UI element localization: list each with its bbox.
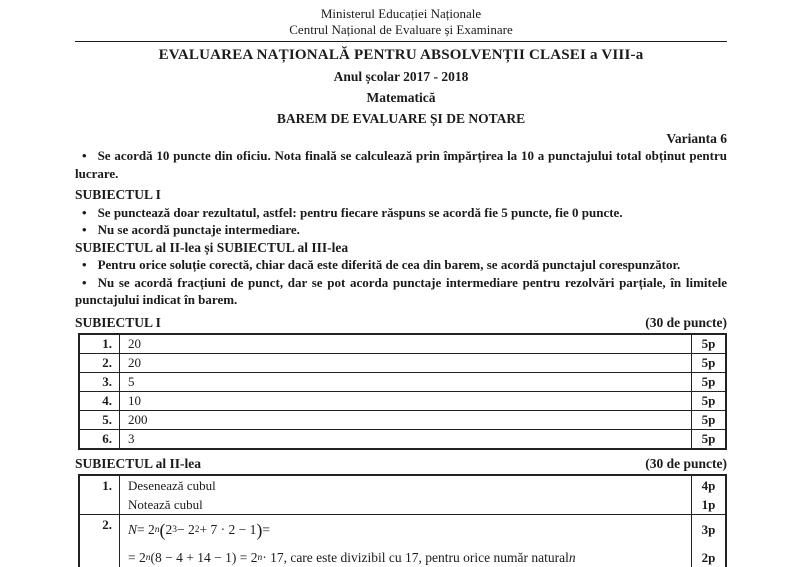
subject2-header — [75, 455, 727, 472]
bullet-text: Se punctează doar rezultatul, astfel: pentru fiecare răspuns se acordă fie 5 puncte, fie 0 puncte. — [97, 204, 623, 220]
row-number: 3. — [80, 373, 120, 391]
step-points: 2p — [701, 550, 716, 565]
row-points: 5p — [691, 354, 725, 372]
center-line: Centrul Național de Evaluare și Examinare — [289, 22, 513, 37]
table-row — [80, 372, 725, 391]
row-answer: 3 — [128, 430, 135, 446]
row-answer: 20 — [128, 354, 141, 370]
rules-subject23-bullet — [75, 256, 727, 274]
row-points-stack — [691, 515, 725, 567]
bullet-icon: • — [82, 148, 87, 163]
step-points: 3p — [701, 521, 716, 537]
row-number: 1. — [80, 335, 120, 353]
bullet-icon: • — [82, 222, 87, 237]
row-number: 5. — [80, 411, 120, 429]
subject2-table — [78, 474, 727, 567]
subject2-total-points: (30 de puncte) — [645, 455, 727, 471]
row-number: 6. — [80, 430, 120, 448]
table-row — [80, 353, 725, 372]
solution-formula: = 2 n (8 − 4 + 14 − 1) = 2 n · 17 , care este divizibil cu 17, pentru orice număr natural n — [128, 550, 576, 565]
school-year: Anul școlar 2017 - 2018 — [333, 69, 469, 84]
table-row — [80, 476, 725, 514]
subject1-table — [78, 333, 727, 450]
solution-step: Notează cubul — [128, 496, 203, 512]
bullet-text: Nu se acordă fracțiuni de punct, dar se pot acorda punctaje intermediare pentru rezolvări parțiale, în limitele punctajului indicat în barem. — [75, 274, 727, 307]
general-note-text: Se acordă 10 puncte din oficiu. Nota finală se calculează prin împărțirea la 10 a punctajului total obținut pentru lucrare. — [75, 148, 727, 181]
rules-subject1-bullet — [75, 204, 727, 222]
row-points: 5p — [691, 411, 725, 429]
bullet-icon: • — [82, 257, 87, 272]
subject1-heading: SUBIECTUL I — [75, 314, 161, 330]
barem-title: BAREM DE EVALUARE ȘI DE NOTARE — [276, 111, 526, 126]
table-row — [80, 429, 725, 448]
table-row — [80, 391, 725, 410]
subject1-header — [75, 314, 727, 331]
row-number: 4. — [80, 392, 120, 410]
solution-formula: N = 2 n ( 2 3 − 2 2 + 7 · 2 − 1 ) = — [128, 519, 270, 540]
table-row — [80, 514, 725, 567]
variant-label: Varianta 6 — [666, 131, 727, 146]
rules-subject23-heading: SUBIECTUL al II-lea și SUBIECTUL al III-lea — [75, 239, 349, 255]
row-answer: 5 — [128, 373, 135, 389]
bullet-icon: • — [82, 274, 87, 290]
rules-subject1-heading: SUBIECTUL I — [75, 187, 161, 202]
row-number: 2. — [80, 515, 120, 567]
row-number: 2. — [80, 354, 120, 372]
ministry-line: Ministerul Educației Naționale — [320, 6, 482, 21]
table-row — [80, 410, 725, 429]
header-divider — [75, 41, 727, 42]
step-points: 1p — [701, 496, 716, 512]
row-solution — [120, 476, 691, 514]
bullet-text: Nu se acordă punctaje intermediare. — [97, 222, 300, 237]
subject-name: Matematică — [366, 90, 436, 105]
row-points: 5p — [691, 430, 725, 448]
solution-step: Desenează cubul — [128, 477, 216, 493]
row-answer: 200 — [128, 411, 148, 427]
row-points: 5p — [691, 335, 725, 353]
row-points: 5p — [691, 373, 725, 391]
row-number: 1. — [80, 476, 120, 514]
general-note — [75, 147, 727, 182]
row-points: 5p — [691, 392, 725, 410]
subject1-total-points: (30 de puncte) — [645, 314, 727, 330]
table-row — [80, 335, 725, 353]
bullet-text: Pentru orice soluție corectă, chiar dacă este diferită de cea din barem, se acordă punctajul corespunzător. — [97, 257, 681, 272]
row-answer: 20 — [128, 335, 141, 351]
row-solution — [120, 515, 691, 567]
bullet-icon: • — [82, 204, 87, 220]
exam-title: EVALUAREA NAȚIONALĂ PENTRU ABSOLVENȚII CLASEI a VIII-a — [158, 47, 644, 63]
rules-subject23-bullet — [75, 274, 727, 309]
rules-subject1-bullet — [75, 221, 727, 239]
row-points-stack — [691, 476, 725, 514]
row-answer: 10 — [128, 392, 141, 408]
step-points: 4p — [701, 477, 716, 493]
subject2-heading: SUBIECTUL al II-lea — [75, 455, 202, 471]
